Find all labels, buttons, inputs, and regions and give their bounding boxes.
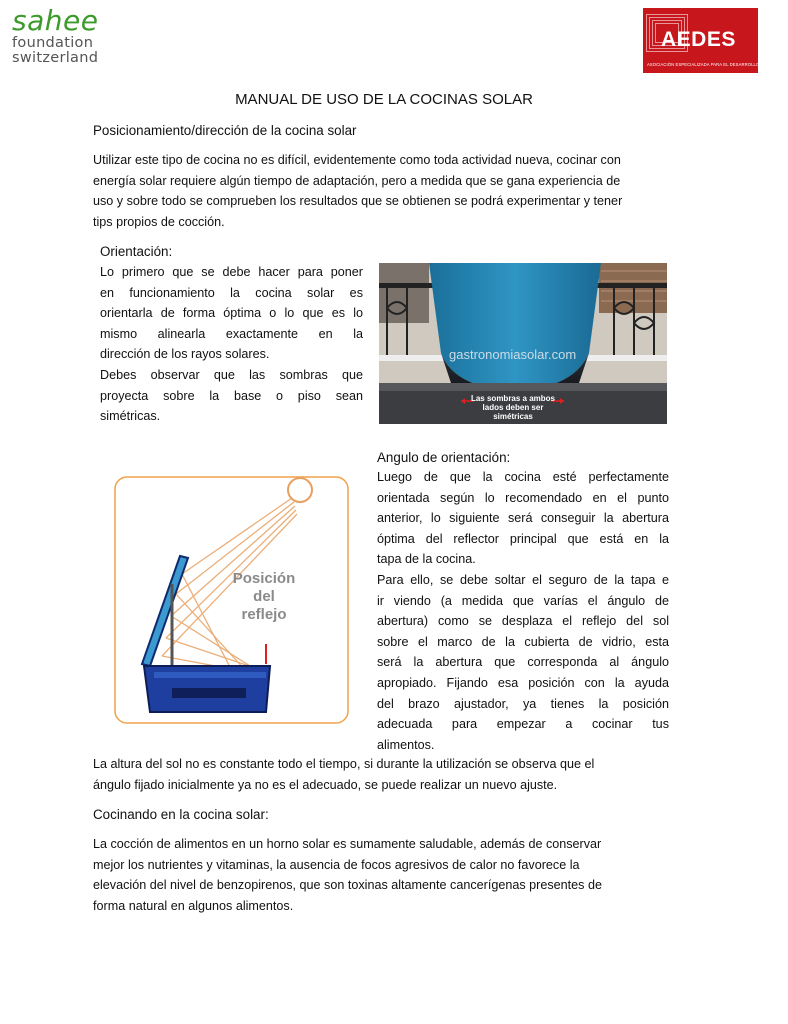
- photo-caption-line: lados deben ser: [482, 403, 544, 412]
- text-line: Luego de que la cocina esté perfectamente: [377, 470, 669, 484]
- text-line: dirección de los rayos solares.: [100, 347, 270, 362]
- text-line: Utilizar este tipo de cocina no es difícil, evidentemente como toda actividad nueva, cocinar con: [93, 153, 621, 167]
- text-line: apropiado. Fijando esa posición con la ayuda: [377, 675, 669, 690]
- text-line: abertura) como se desplaza el reflejo del sol: [377, 614, 669, 629]
- text-line: mismo alinearla exactamente en la: [100, 326, 363, 341]
- section-heading-orientation: Orientación:: [100, 244, 173, 259]
- aedes-logo-tagline: ASOCIACIÓN ESPECIALIZADA PARA EL DESARROLLO SOSTENIBLE: [647, 62, 788, 67]
- text-line: Lo primero que se debe hacer para poner: [100, 265, 363, 279]
- sun-height-paragraph: [93, 754, 676, 795]
- text-line: en funcionamiento la cocina solar es: [100, 285, 363, 300]
- reflector-illustration: [114, 476, 349, 724]
- page-title: MANUAL DE USO DE LA COCINAS SOLAR: [235, 91, 533, 108]
- sun-icon: [288, 478, 312, 502]
- text-line: ir viendo (a medida que varías el ángulo de: [377, 593, 669, 608]
- text-line: energía solar requiere algún tiempo de adaptación, pero a medida que se gana experiencia de: [93, 173, 621, 188]
- reflector-diagram: [114, 476, 349, 724]
- illustration-label-line: Posición: [232, 570, 296, 587]
- angle-paragraph: [377, 467, 669, 755]
- sahee-logo: [12, 6, 132, 76]
- intro-paragraph: [93, 150, 676, 232]
- text-line: orientarla de forma óptima o lo que es lo: [100, 306, 363, 321]
- illustration-label-line: reflejo: [241, 606, 287, 623]
- text-line: proyecta sobre la base o piso sean: [100, 388, 363, 403]
- text-line: tips propios de cocción.: [93, 214, 225, 229]
- text-line: elevación del nivel de benzopirenos, que son toxinas altamente cancerígenas presentes de: [93, 878, 602, 893]
- text-line: adecuada para empezar a cocinar tus: [377, 717, 669, 732]
- sahee-logo-word: sahee: [12, 4, 99, 37]
- solar-cooker-photo: [379, 263, 667, 424]
- orientation-paragraph: [100, 262, 363, 427]
- text-line: alimentos.: [377, 737, 435, 752]
- text-line: simétricas.: [100, 409, 161, 424]
- photo-caption-line: Las sombras a ambos: [470, 394, 556, 403]
- text-line: mejor los nutrientes y vitaminas, la ausencia de focos agresivos de calor no favorece la: [93, 857, 580, 872]
- aedes-logo-word: AEDES: [661, 28, 736, 51]
- text-line: Para ello, se debe soltar el seguro de la tapa e: [377, 572, 669, 587]
- photo-illustration: [379, 263, 667, 424]
- text-line: La cocción de alimentos en un horno solar es sumamente saludable, además de conservar: [93, 837, 602, 851]
- text-line: uso y sobre todo se comprueben los resultados que se obtienen se podrá experimentar y tener: [93, 194, 623, 209]
- photo-watermark: gastronomiasolar.com: [449, 347, 577, 362]
- text-line: óptima del reflector principal que está en la: [377, 531, 669, 546]
- cooking-paragraph: [93, 834, 676, 916]
- section-heading-positioning: Posicionamiento/dirección de la cocina solar: [93, 123, 357, 138]
- text-line: tapa de la cocina.: [377, 552, 476, 567]
- text-line: sobre el marco de la cubierta de vidrio, esta: [377, 634, 669, 649]
- section-heading-angle: Angulo de orientación:: [377, 450, 511, 465]
- text-line: anterior, lo siguiente será conseguir la abertura: [377, 511, 669, 526]
- text-line: forma natural en algunos alimentos.: [93, 898, 294, 913]
- text-line: será la abertura que corresponda al ángulo: [377, 655, 669, 670]
- aedes-logo: [643, 8, 788, 73]
- text-line: del brazo ajustador, ya tienes la posición: [377, 696, 669, 711]
- sahee-logo-line1: foundation: [12, 35, 94, 51]
- sahee-logo-line2: switzerland: [12, 50, 99, 66]
- text-line: Debes observar que las sombras que: [100, 367, 363, 382]
- text-line: La altura del sol no es constante todo el tiempo, si durante la utilización se observa que el: [93, 757, 595, 771]
- illustration-label-line: del: [253, 588, 275, 605]
- text-line: orientada según lo recomendado en el punto: [377, 490, 669, 505]
- text-line: ángulo fijado inicialmente ya no es el adecuado, se puede realizar un nuevo ajuste.: [93, 777, 558, 792]
- section-heading-cooking: Cocinando en la cocina solar:: [93, 807, 269, 822]
- photo-caption-line: simétricas: [493, 412, 533, 421]
